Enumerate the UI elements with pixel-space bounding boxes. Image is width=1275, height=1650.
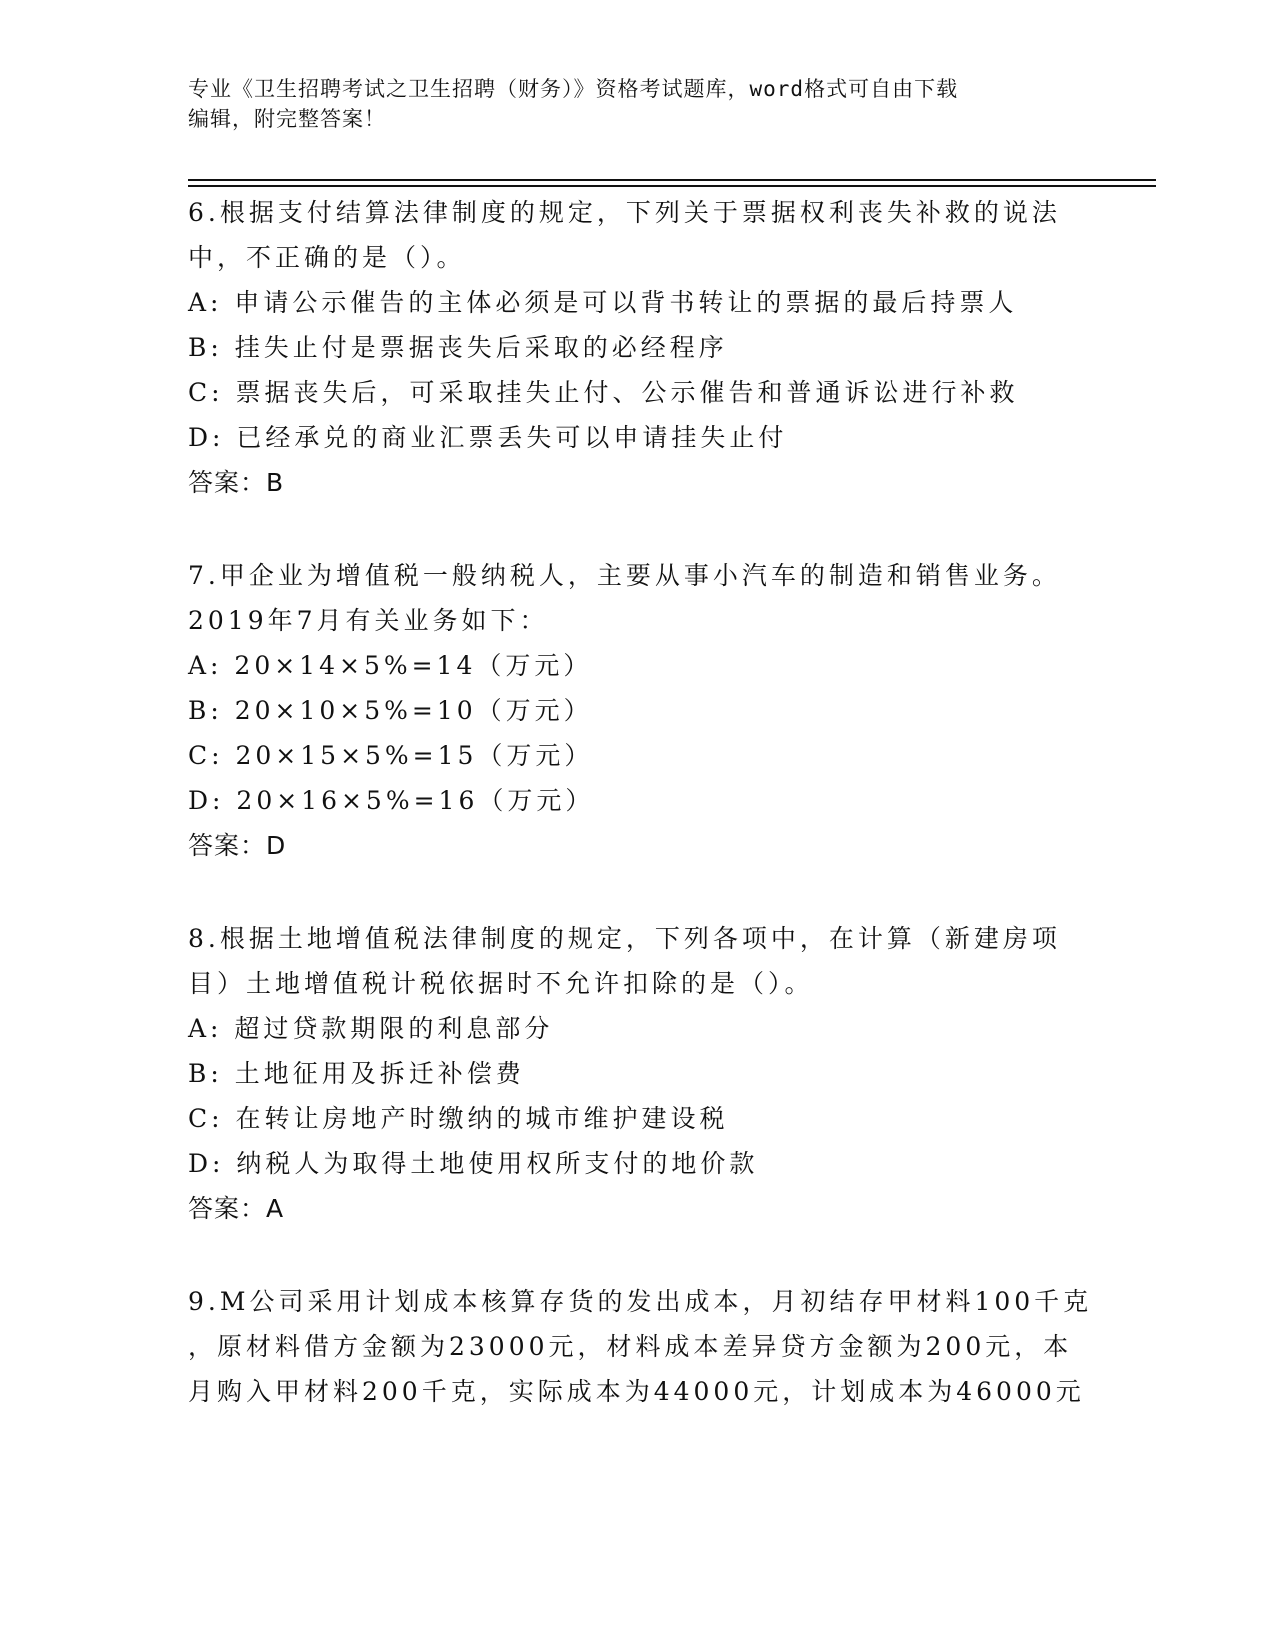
question-8 (188, 916, 1088, 1231)
question-7-option-a: A: 20×14×5%=14（万元） (188, 651, 593, 680)
question-7-option-d: D: 20×16×5%=16（万元） (188, 786, 595, 815)
header-divider-bottom (188, 185, 1156, 187)
question-6-option-b: B: 挂失止付是票据丧失后采取的必经程序 (188, 333, 728, 362)
question-8-option-a: A: 超过贷款期限的利息部分 (188, 1014, 554, 1043)
question-7-stem-line-1: 7.甲企业为增值税一般纳税人，主要从事小汽车的制造和销售业务。 (188, 561, 1061, 590)
question-6-stem-line-2: 中，不正确的是（）。 (188, 243, 466, 272)
question-9 (188, 1279, 1093, 1414)
question-6 (188, 190, 1088, 505)
question-7-answer: 答案：D (188, 831, 287, 860)
question-8-option-b: B: 土地征用及拆迁补偿费 (188, 1059, 525, 1088)
question-8-option-d: D: 纳税人为取得土地使用权所支付的地价款 (188, 1149, 759, 1178)
document-header (188, 74, 1068, 134)
question-7-stem-line-2: 2019年7月有关业务如下： (188, 606, 549, 635)
question-9-stem-line-2: ，原材料借方金额为23000元，材料成本差异贷方金额为200元，本 (188, 1332, 1073, 1361)
question-7 (188, 553, 1088, 868)
question-8-stem-line-2: 目）土地增值税计税依据时不允许扣除的是（）。 (188, 969, 814, 998)
question-7-option-c: C: 20×15×5%=15（万元） (188, 741, 594, 770)
question-9-stem-line-3: 月购入甲材料200千克，实际成本为44000元，计划成本为46000元 (188, 1377, 1085, 1406)
question-6-stem-line-1: 6.根据支付结算法律制度的规定，下列关于票据权利丧失补救的说法 (188, 198, 1061, 227)
question-7-option-b: B: 20×10×5%=10（万元） (188, 696, 593, 725)
header-line-2: 编辑，附完整答案！ (188, 107, 386, 131)
header-divider-top (188, 179, 1156, 181)
question-6-option-d: D: 已经承兑的商业汇票丢失可以申请挂失止付 (188, 423, 788, 452)
question-6-answer: 答案：B (188, 468, 285, 497)
question-8-option-c: C: 在转让房地产时缴纳的城市维护建设税 (188, 1104, 729, 1133)
question-6-option-c: C: 票据丧失后，可采取挂失止付、公示催告和普通诉讼进行补救 (188, 378, 1019, 407)
question-6-option-a: A: 申请公示催告的主体必须是可以背书转让的票据的最后持票人 (188, 288, 1018, 317)
question-9-stem-line-1: 9.M公司采用计划成本核算存货的发出成本，月初结存甲材料100千克 (188, 1287, 1093, 1316)
question-8-answer: 答案：A (188, 1194, 285, 1223)
header-line-1: 专业《卫生招聘考试之卫生招聘（财务）》资格考试题库，word格式可自由下载 (188, 77, 959, 101)
question-8-stem-line-1: 8.根据土地增值税法律制度的规定，下列各项中，在计算（新建房项 (188, 924, 1061, 953)
